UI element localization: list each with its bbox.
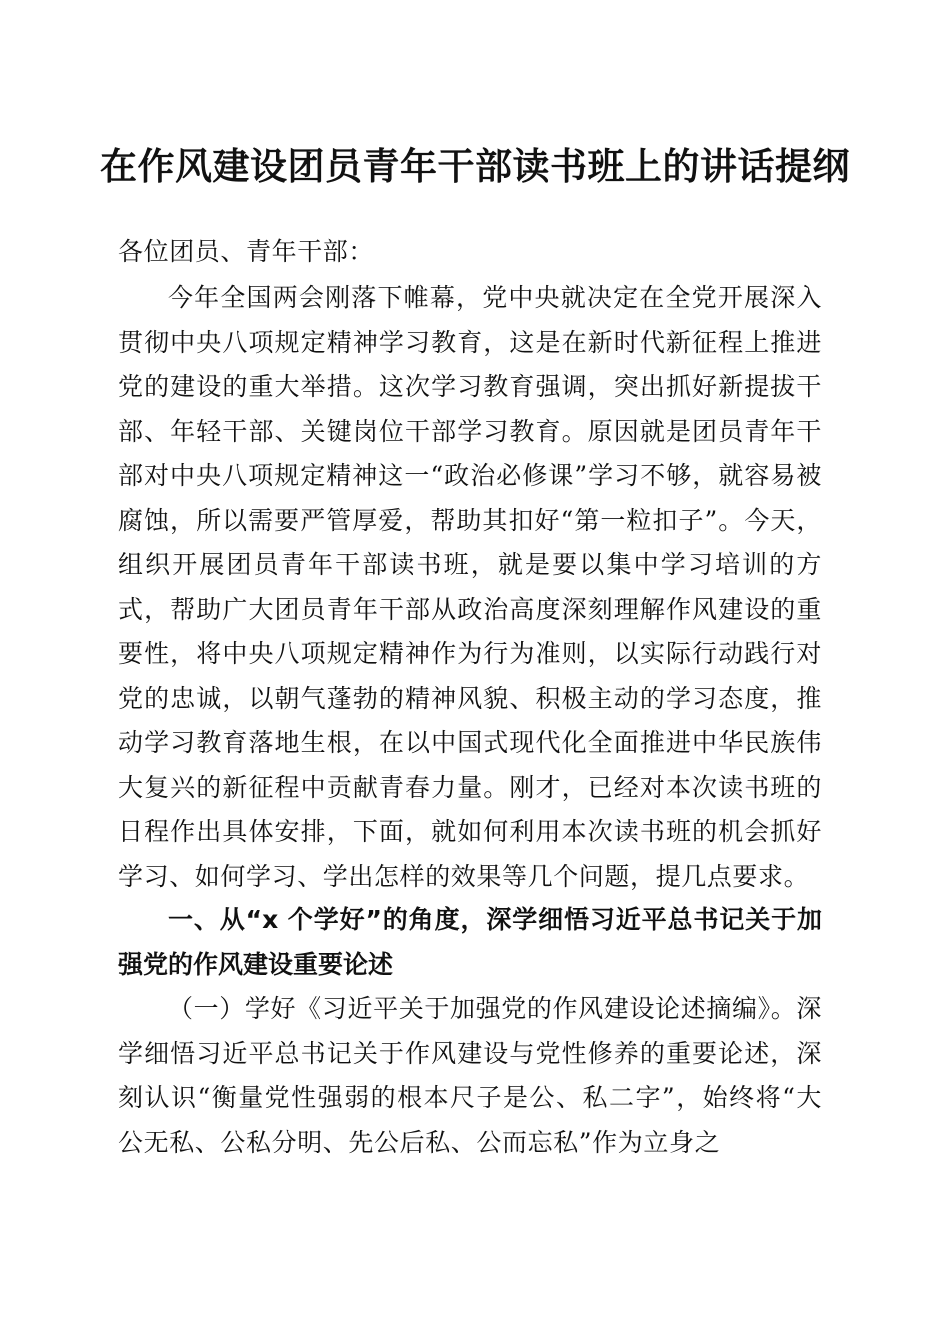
intro-paragraph: 今年全国两会刚落下帷幕，党中央就决定在全党开展深入贯彻中央八项规定精神学习教育，这是在新时代新征程上推进党的建设的重大举措。这次学习教育强调，突出抓好新提拔干部、年轻干部、关键岗位干部学习教育。原因就是团员青年干部对中央八项规定精神这一“政治必修课”学习不够，就容易被腐蚀，所以需要严管厚爱，帮助其扣好“第一粒扣子”。今天，组织开展团员青年干部读书班，就是要以集中学习培训的方式，帮助广大团员青年干部从政治高度深刻理解作风建设的重要性，将中央八项规定精神作为行为准则，以实际行动践行对党的忠诚，以朝气蓬勃的精神风貌、积极主动的学习态度，推动学习教育落地生根，在以中国式现代化全面推进中华民族伟大复兴的新征程中贡献青春力量。刚才，已经对本次读书班的日程作出具体安排，下面，就如何利用本次读书班的机会抓好学习、如何学习、学出怎样的效果等几个问题，提几点要求。 bbox=[118, 283, 822, 891]
section-heading: 一、从“x 个学好”的角度，深学细悟习近平总书记关于加强党的作风建设重要论述 bbox=[118, 905, 822, 979]
subsection-paragraph: （一）学好《习近平关于加强党的作风建设论述摘编》。深学细悟习近平总书记关于作风建设与党性修养的重要论述，深刻认识“衡量党性强弱的根本尺子是公、私二字”，始终将“大公无私、公私分明、先公后私、公而忘私”作为立身之 bbox=[118, 994, 822, 1157]
salutation: 各位团员、青年干部： bbox=[118, 237, 375, 266]
document-title: 在作风建设团员青年干部读书班上的讲话提纲 bbox=[100, 144, 850, 188]
